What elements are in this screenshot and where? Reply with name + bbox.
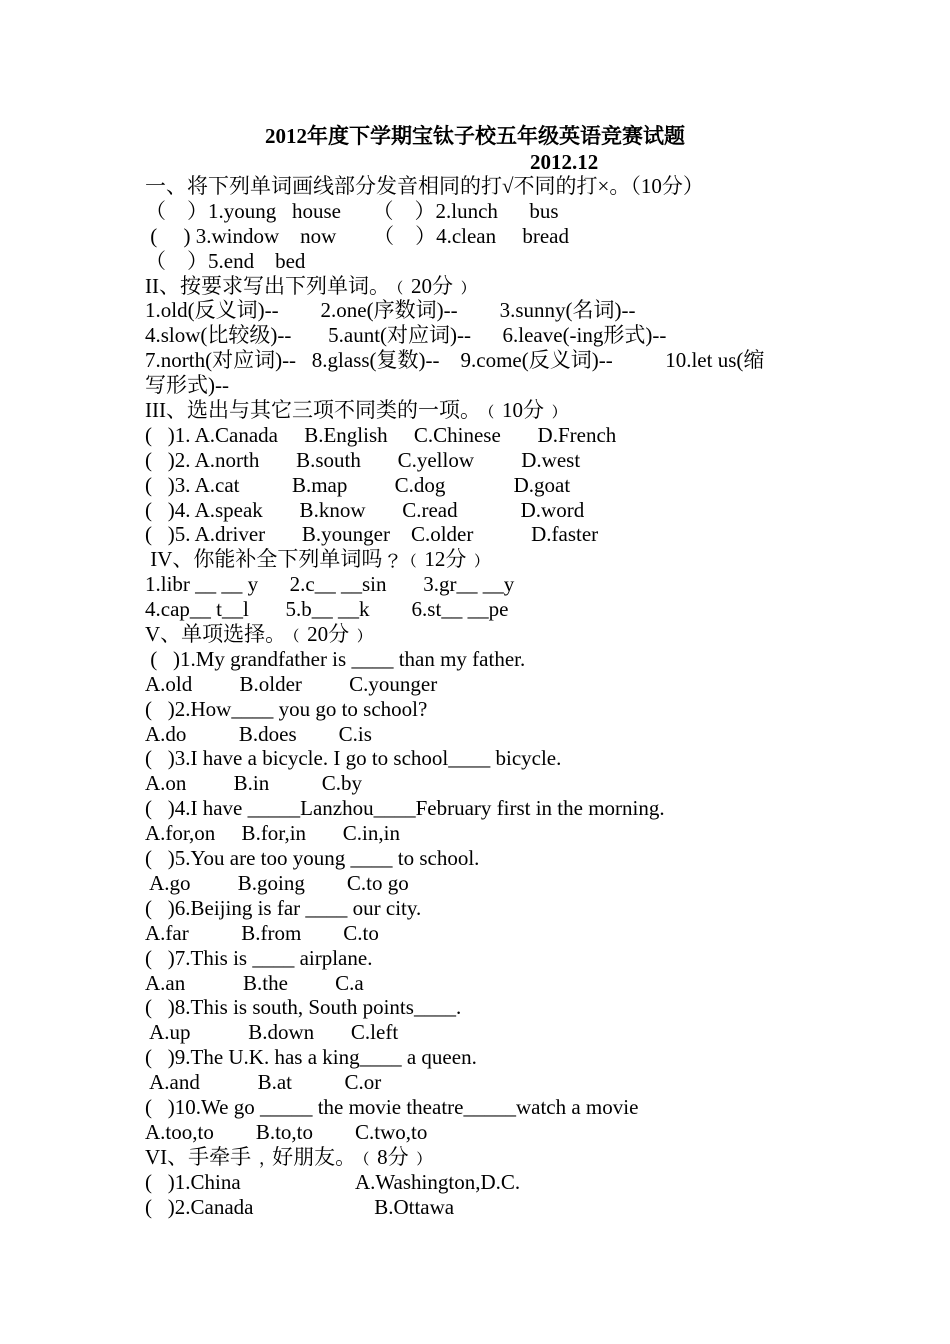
question-line: ( )1. A.Canada B.English C.Chinese D.French xyxy=(145,422,617,447)
question-line: ( )2.Canada B.Ottawa xyxy=(145,1194,455,1219)
answer-options: A.do B.does C.is xyxy=(145,721,372,746)
section-3-heading: III、选出与其它三项不同类的一项。﹙10分﹚ xyxy=(145,398,565,423)
section-6-heading: VI、手牵手﹐好朋友。﹙8分﹚ xyxy=(145,1144,430,1169)
answer-options: A.up B.down C.left xyxy=(145,1020,399,1045)
question-line: ( )3.I have a bicycle. I go to school____ bicycle. xyxy=(145,746,562,771)
section-2-heading: II、按要求写出下列单词。﹙20分﹚ xyxy=(145,273,474,298)
exam-title: 2012年度下学期宝钛子校五年级英语竞赛试题 xyxy=(265,124,685,148)
question-line: （ ）5.end bed xyxy=(145,248,306,273)
question-line: ( )1.China A.Washington,D.C. xyxy=(145,1169,521,1194)
question-line: （ ）1.young house （ ）2.lunch bus xyxy=(145,198,559,223)
question-line: 1.old(反义词)-- 2.one(序数词)-- 3.sunny(名词)-- xyxy=(145,298,636,323)
answer-options: A.far B.from C.to xyxy=(145,920,379,945)
question-line: ( )10.We go _____ the movie theatre_____watch a movie xyxy=(145,1094,639,1119)
answer-options: A.an B.the C.a xyxy=(145,970,364,995)
section-1-heading: 一、将下列单词画线部分发音相同的打√不同的打×。（10分） xyxy=(145,174,704,198)
answer-options: A.go B.going C.to go xyxy=(145,870,409,895)
exam-body xyxy=(145,174,815,1219)
question-line: ( )3. A.cat B.map C.dog D.goat xyxy=(145,472,571,497)
question-line: 7.north(对应词)-- 8.glass(复数)-- 9.come(反义词)-- 10.let us(缩 xyxy=(145,348,765,373)
question-line: ( )8.This is south, South points____. xyxy=(145,995,462,1020)
question-line: ( )6.Beijing is far ____ our city. xyxy=(145,895,422,920)
question-line: ( )9.The U.K. has a king____ a queen. xyxy=(145,1045,477,1070)
question-line: ( )7.This is ____ airplane. xyxy=(145,945,373,970)
question-line: ( )4.I have _____Lanzhou____February first in the morning. xyxy=(145,796,665,821)
section-5-heading: V、单项选择。﹙20分﹚ xyxy=(145,622,371,647)
question-line: ( ) 3.window now （ ）4.clean bread xyxy=(145,223,569,248)
question-line: ( )5.You are too young ____ to school. xyxy=(145,846,480,871)
question-line: 写形式)-- xyxy=(145,373,229,398)
answer-options: A.old B.older C.younger xyxy=(145,671,438,696)
answer-options: A.on B.in C.by xyxy=(145,771,363,796)
section-4-heading: IV、你能补全下列单词吗﹖﹙12分﹚ xyxy=(145,547,488,572)
answer-options: A.and B.at C.or xyxy=(145,1070,382,1095)
question-line: ( )4. A.speak B.know C.read D.word xyxy=(145,497,585,522)
answer-options: A.too,to B.to,to C.two,to xyxy=(145,1119,428,1144)
question-line: 4.cap__ t__l 5.b__ __k 6.st__ __pe xyxy=(145,597,509,622)
answer-options: A.for,on B.for,in C.in,in xyxy=(145,821,400,846)
question-line: 4.slow(比较级)-- 5.aunt(对应词)-- 6.leave(-ing形式)-- xyxy=(145,323,667,348)
question-line: ( )5. A.driver B.younger C.older D.faster xyxy=(145,522,599,547)
question-line: ( )1.My grandfather is ____ than my father. xyxy=(145,646,526,671)
question-line: ( )2. A.north B.south C.yellow D.west xyxy=(145,447,581,472)
exam-date: 2012.12 xyxy=(530,150,599,174)
question-line: 1.libr __ __ y 2.c__ __sin 3.gr__ __y xyxy=(145,572,515,597)
question-line: ( )2.How____ you go to school? xyxy=(145,696,428,721)
